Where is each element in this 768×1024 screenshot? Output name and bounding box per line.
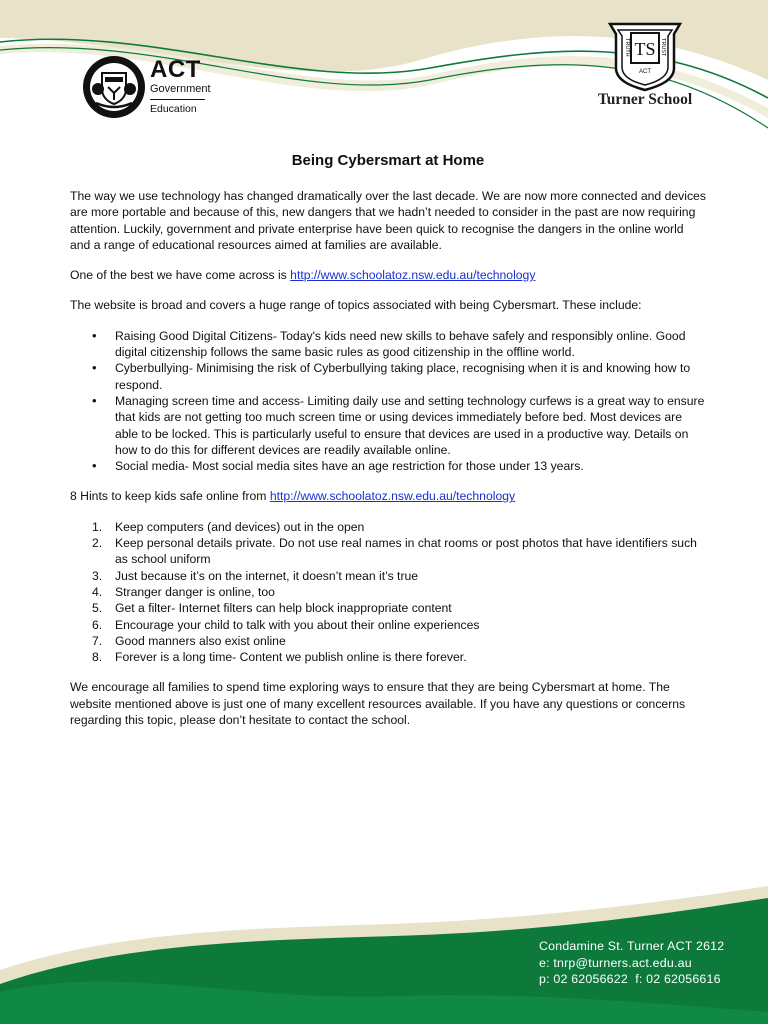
act-government-education-logo xyxy=(82,55,222,119)
list-item xyxy=(70,393,706,458)
hint-number: 2. xyxy=(92,536,103,551)
act-logo-divider xyxy=(150,99,205,100)
list-item xyxy=(70,458,706,474)
hint-text: Good manners also exist online xyxy=(115,633,286,648)
list-item xyxy=(70,600,706,616)
hint-text: Keep computers (and devices) out in the open xyxy=(115,519,365,534)
hint-number: 4. xyxy=(92,584,103,599)
best-resource-text: One of the best we have come across is xyxy=(70,268,291,283)
hint-number: 3. xyxy=(92,568,103,583)
footer-contact xyxy=(539,938,724,988)
list-item xyxy=(70,535,706,568)
topic-text: Managing screen time and access- Limiting daily use and setting technology curfews is a great way to ensure that kids are not getting too much screen time or using devices immediately before bed. Most devices are able to be locked. This is particularly useful to ensure that devices are used in a productive way. Details on how to do this for different devices are readily available online. xyxy=(115,393,705,457)
hint-text: Encourage your child to talk with you about their online experiences xyxy=(115,617,480,632)
crest-initials: TS xyxy=(634,39,656,59)
list-item xyxy=(70,584,706,600)
hint-number: 1. xyxy=(92,519,103,534)
hint-text: Get a filter- Internet filters can help block inappropriate content xyxy=(115,601,452,616)
hints-resource-link[interactable]: http://www.schoolatoz.nsw.edu.au/technology xyxy=(269,489,516,504)
list-item xyxy=(70,617,706,633)
best-resource-paragraph xyxy=(70,267,706,283)
hint-text: Keep personal details private. Do not use real names in chat rooms or post photos that have identifiers such as school uniform xyxy=(115,536,697,567)
hint-number: 8. xyxy=(92,650,103,665)
resource-link[interactable]: http://www.schoolatoz.nsw.edu.au/technology xyxy=(290,268,536,283)
list-item xyxy=(70,360,706,393)
list-item xyxy=(70,633,706,649)
topic-text: Cyberbullying- Minimising the risk of Cyberbullying taking place, recognising when it is and knowing how to respond. xyxy=(115,361,691,392)
hints-list xyxy=(70,519,706,666)
hint-number: 5. xyxy=(92,601,103,616)
hints-intro-text: 8 Hints to keep kids safe online from xyxy=(70,489,270,504)
act-wordmark: ACT xyxy=(150,56,201,83)
topic-text: Social media- Most social media sites have an age restriction for those under 13 years. xyxy=(115,459,584,474)
hint-number: 7. xyxy=(92,633,103,648)
hint-number: 6. xyxy=(92,617,103,632)
hint-text: Just because it’s on the internet, it doesn’t mean it’s true xyxy=(115,568,419,583)
footer-phones: p: 02 62056622 f: 02 62056616 xyxy=(539,972,721,986)
crest-bottom-text: ACT xyxy=(639,69,651,75)
turner-school-logo xyxy=(580,20,710,115)
school-name: Turner School xyxy=(597,91,693,108)
footer-address: Condamine St. Turner ACT 2612 xyxy=(539,939,725,953)
document-body xyxy=(70,152,706,742)
topics-intro-paragraph: The website is broad and covers a huge range of topics associated with being Cybersmart. These include: xyxy=(70,298,642,313)
hint-text: Forever is a long time- Content we publish online is there forever. xyxy=(115,650,467,665)
bullet-icon: • xyxy=(92,360,97,376)
list-item xyxy=(70,519,706,535)
list-item xyxy=(70,568,706,584)
act-coat-of-arms-icon xyxy=(82,55,146,119)
list-item xyxy=(70,649,706,665)
topics-list xyxy=(70,328,706,475)
crest-left-motto: TRUTH xyxy=(624,38,630,57)
school-crest-icon xyxy=(604,20,686,92)
closing-paragraph: We encourage all families to spend time exploring ways to ensure that they are being Cybersmart at home. The website mentioned above is just one of many excellent resources available. If you have any questions or concerns regarding this topic, please don’t hesitate to contact the school. xyxy=(70,680,686,728)
page-title: Being Cybersmart at Home xyxy=(291,152,485,169)
hints-intro-paragraph xyxy=(70,488,706,504)
topic-text: Raising Good Digital Citizens- Today's kids need new skills to behave safely and responsibly online. Good digital citizenship follows the same basic rules as good citizenship in the offline world. xyxy=(115,328,686,360)
crest-right-motto: TRUST xyxy=(660,38,666,57)
footer-email: e: tnrp@turners.act.edu.au xyxy=(539,955,692,970)
act-government-label: Government xyxy=(150,83,211,95)
bullet-icon: • xyxy=(92,392,97,408)
intro-paragraph: The way we use technology has changed dramatically over the last decade. We are now more connected and devices are more portable and because of this, new dangers that we hadn’t needed to consider in the past are now requiring attention. Luckily, government and private enterprise have been quick to recognise the dangers in the online world and a range of educational resources aimed at families are available. xyxy=(70,189,706,252)
list-item xyxy=(70,328,706,361)
act-education-label: Education xyxy=(150,103,197,115)
bullet-icon: • xyxy=(92,327,97,343)
hint-text: Stranger danger is online, too xyxy=(115,584,275,599)
bullet-icon: • xyxy=(92,458,97,474)
